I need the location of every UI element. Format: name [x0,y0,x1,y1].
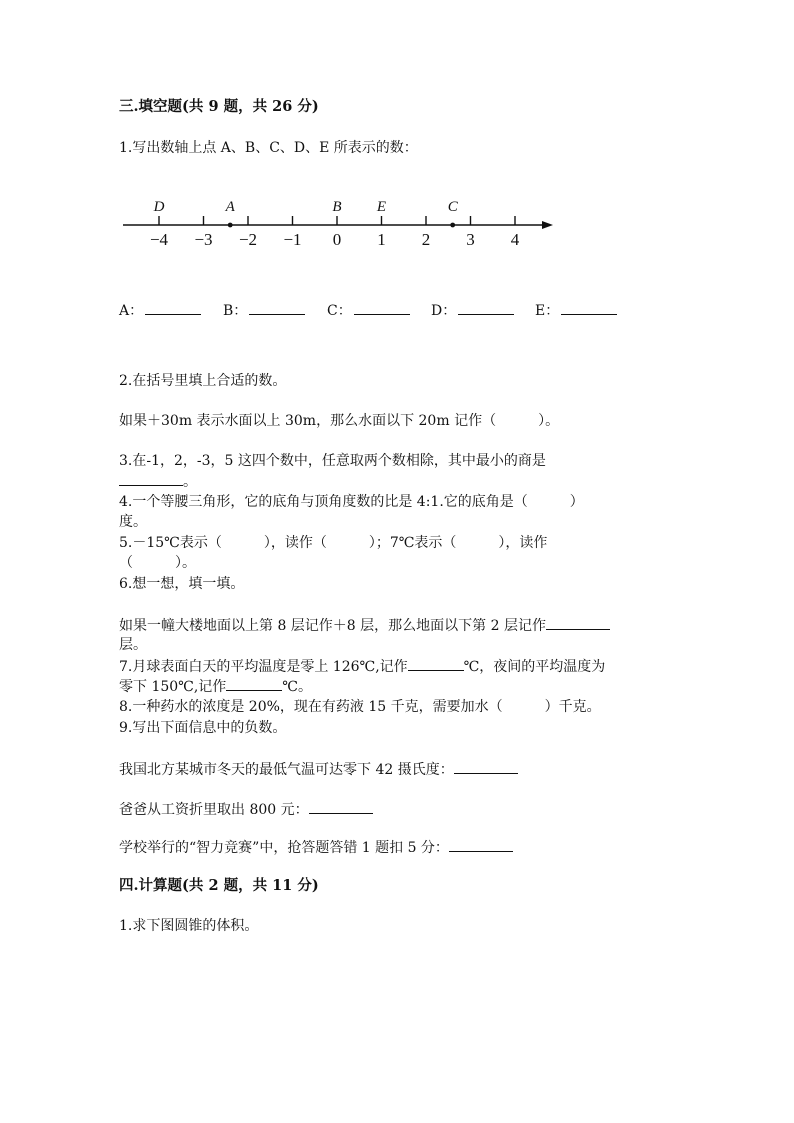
question-7-blank-1[interactable] [408,657,464,671]
point-label: E [376,199,387,215]
question-7-line1 [119,657,605,676]
question-7-text-d: ℃。 [282,679,312,695]
section3-heading: 三.填空题(共 9 题，共 26 分) [119,98,319,115]
question-2-prompt: 2.在括号里填上合适的数。 [119,373,287,389]
tick-label: 1 [377,230,386,249]
section4-heading: 四.计算题(共 2 题，共 11 分) [119,877,319,894]
number-line [119,192,559,252]
question-7-text-c: 零下 150℃,记作 [119,679,227,695]
question-3-line1: 3.在-1，2，-3，5 这四个数中，任意取两个数相除，其中最小的商是 [119,453,546,469]
answer-b-blank[interactable] [249,301,305,315]
question-5-line2: （ ）。 [119,555,196,571]
question-1-prompt: 1.写出数轴上点 A、B、C、D、E 所表示的数： [119,140,418,156]
question-8-text: 8.一种药水的浓度是 20%，现在有药液 15 千克，需要加水（ ）千克。 [119,699,601,715]
answer-e [535,300,617,320]
question-3-blank[interactable] [119,472,183,486]
question-6-blank[interactable] [546,616,610,630]
answer-b-label: B： [223,303,248,319]
answer-d-blank[interactable] [458,301,514,315]
point-dot [228,223,233,228]
question-9-item-1-blank[interactable] [454,760,518,774]
answer-a [119,300,201,320]
question-3-suffix: 。 [183,474,197,490]
tick-label: 0 [332,230,342,249]
answer-a-blank[interactable] [145,301,201,315]
point-label: B [332,199,342,215]
point-label: C [447,199,458,215]
question-7-blank-2[interactable] [226,677,282,691]
tick-label: 4 [510,230,520,249]
answer-b [223,300,305,320]
section4-question-1-prompt: 1.求下图圆锥的体积。 [119,918,259,934]
question-9-item-3-blank[interactable] [449,838,513,852]
question-7-line2 [119,677,312,696]
arrow-head [542,221,553,229]
tick-label: −1 [283,230,302,249]
answer-e-blank[interactable] [561,301,617,315]
answer-d [431,300,514,320]
point-labels [153,199,459,215]
answer-c-blank[interactable] [354,301,410,315]
question-6-line2: 层。 [119,637,147,653]
tick-label: 3 [466,230,475,249]
question-9-item-2-blank[interactable] [309,800,373,814]
question-7-text-a: 7.月球表面白天的平均温度是零上 126℃,记作 [119,659,408,675]
tick-labels [150,230,520,249]
point-label: A [225,199,235,215]
question-9-item-2 [119,800,373,819]
question-4-line1: 4.一个等腰三角形，它的底角与顶角度数的比是 4:1.它的底角是（ ） [119,494,584,510]
question-1-answers [119,300,639,318]
question-9-item-3 [119,838,513,857]
point-dot [450,223,455,228]
question-9-item-3-text: 学校举行的“智力竞赛”中，抢答题答错 1 题扣 5 分： [119,840,449,856]
question-6-line1 [119,616,610,635]
question-9-item-2-text: 爸爸从工资折里取出 800 元： [119,802,309,818]
question-9-item-1 [119,760,518,779]
question-9-prompt: 9.写出下面信息中的负数。 [119,720,287,736]
question-9-item-1-text: 我国北方某城市冬天的最低气温可达零下 42 摄氏度： [119,762,454,778]
answer-c-label: C： [327,303,352,319]
question-3-line2 [119,472,197,491]
question-4-line2: 度。 [119,514,147,530]
answer-a-label: A： [119,303,144,319]
question-7-text-b: ℃，夜间的平均温度为 [463,659,606,675]
tick-label: −3 [194,230,213,249]
point-label: D [153,199,165,215]
question-6-prompt: 6.想一想，填一填。 [119,576,245,592]
answer-e-label: E： [535,303,560,319]
answer-d-label: D： [431,303,457,319]
question-2-text: 如果＋30m 表示水面以上 30m，那么水面以下 20m 记作（ ）。 [119,413,560,429]
tick-label: 2 [421,230,431,249]
answer-c [327,300,410,320]
question-5-line1: 5.－15℃表示（ ），读作（ ）；7℃表示（ ），读作 [119,535,548,551]
tick-label: −4 [149,230,169,249]
tick-marks [159,216,515,225]
tick-label: −2 [238,230,258,249]
question-6-text: 如果一幢大楼地面以上第 8 层记作＋8 层，那么地面以下第 2 层记作 [119,618,546,634]
